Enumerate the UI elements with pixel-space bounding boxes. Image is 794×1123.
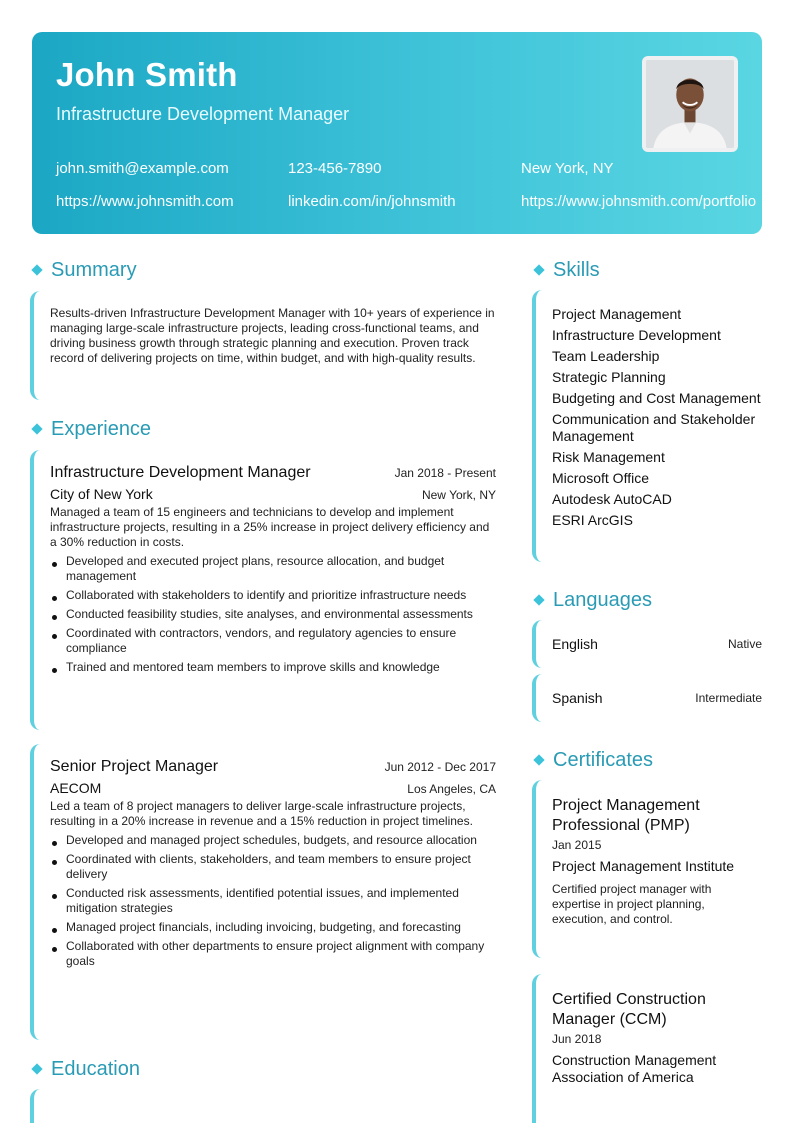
- job-bullet: Conducted feasibility studies, site analyses, and environmental assessments: [50, 607, 496, 622]
- contact-email[interactable]: john.smith@example.com: [56, 160, 229, 177]
- job-bullets: [50, 833, 496, 969]
- certificate-name: Certified Construction Manager (CCM): [552, 991, 706, 1028]
- job-location: Los Angeles, CA: [407, 782, 496, 796]
- skills-heading: [532, 256, 762, 284]
- contact-phone[interactable]: 123-456-7890: [288, 160, 382, 177]
- profile-photo-image: [646, 60, 734, 148]
- certificates-heading: [532, 746, 762, 774]
- certificate-issuer: Project Management Institute: [552, 858, 735, 874]
- skill-item: Strategic Planning: [552, 369, 666, 385]
- experience-item: [30, 450, 496, 730]
- skill-item: Autodesk AutoCAD: [552, 491, 672, 507]
- job-title: Senior Project Manager: [50, 758, 219, 775]
- experience-subheader: [50, 486, 496, 502]
- skill-item: Infrastructure Development: [552, 327, 721, 343]
- contact-linkedin[interactable]: linkedin.com/in/johnsmith: [288, 193, 456, 210]
- job-dates: Jun 2012 - Dec 2017: [384, 760, 496, 774]
- skill-item: ESRI ArcGIS: [552, 512, 633, 528]
- certificate-name: Project Management Professional (PMP): [552, 797, 700, 834]
- skill-item: Communication and Stakeholder Management: [552, 411, 756, 444]
- job-bullet: Collaborated with other departments to ensure project alignment with company goals: [50, 939, 496, 969]
- skill-item: Microsoft Office: [552, 470, 649, 486]
- certificate-date: Jun 2018: [552, 1032, 602, 1046]
- company-name: City of New York: [50, 486, 153, 502]
- skills-heading-text: Skills: [553, 258, 600, 281]
- job-bullet: Coordinated with contractors, vendors, and regulatory agencies to ensure compliance: [50, 626, 496, 656]
- skill-item: Risk Management: [552, 449, 665, 465]
- skill-item: Budgeting and Cost Management: [552, 390, 761, 406]
- language-name: English: [552, 636, 598, 652]
- languages-heading: [532, 586, 762, 614]
- job-bullet: Coordinated with clients, stakeholders, and team members to ensure project delivery: [50, 852, 496, 882]
- certificate-item: [532, 974, 762, 1123]
- certificate-item: [532, 780, 762, 958]
- job-dates: Jan 2018 - Present: [394, 466, 496, 480]
- language-item: [532, 674, 762, 722]
- summary-block: [30, 291, 496, 400]
- experience-heading: [30, 415, 496, 443]
- skill-item: Team Leadership: [552, 348, 660, 364]
- certificate-date: Jan 2015: [552, 838, 602, 852]
- job-description: Led a team of 8 project managers to deliver large-scale infrastructure projects, resulting in a 20% increase in revenue and a 15% reduction in project timelines.: [50, 799, 473, 828]
- right-column: [532, 256, 762, 1123]
- job-location: New York, NY: [421, 488, 496, 502]
- language-level: Intermediate: [695, 691, 762, 705]
- job-bullet: Managed project financials, including invoicing, budgeting, and forecasting: [50, 920, 496, 935]
- experience-item: [30, 744, 496, 1040]
- skills-block: [532, 290, 762, 562]
- contact-location: New York, NY: [521, 160, 614, 177]
- summary-text: Results-driven Infrastructure Development Manager with 10+ years of experience in managing large-scale infrastructure projects, leading cross-functional teams, and driving business growth through strategic planning and execution. Proven track record of delivering projects on time, within budget, and with high-quality results.: [50, 306, 495, 365]
- contact-portfolio[interactable]: https://www.johnsmith.com/portfolio: [521, 193, 757, 210]
- education-heading: [30, 1055, 496, 1083]
- language-level: Native: [727, 637, 762, 651]
- job-bullet: Developed and executed project plans, resource allocation, and budget management: [50, 554, 496, 584]
- summary-heading-text: Summary: [51, 258, 137, 281]
- language-item: [532, 620, 762, 668]
- contact-website[interactable]: https://www.johnsmith.com: [56, 193, 234, 210]
- language-name: Spanish: [552, 690, 603, 706]
- job-bullet: Trained and mentored team members to improve skills and knowledge: [50, 660, 496, 675]
- experience-header: [50, 758, 496, 776]
- candidate-name: John Smith: [56, 56, 238, 93]
- left-column: [30, 256, 496, 1123]
- diamond-bullet-icon: [31, 423, 42, 434]
- certificate-description: Certified project manager with expertise in project planning, execution, and control.: [552, 882, 712, 926]
- diamond-bullet-icon: [533, 594, 544, 605]
- diamond-bullet-icon: [31, 1063, 42, 1074]
- experience-header: [50, 464, 496, 482]
- diamond-bullet-icon: [31, 264, 42, 275]
- job-bullets: [50, 554, 496, 675]
- education-heading-text: Education: [51, 1057, 140, 1080]
- job-bullet: Conducted risk assessments, identified potential issues, and implemented mitigation strategies: [50, 886, 496, 916]
- candidate-title: Infrastructure Development Manager: [56, 104, 350, 124]
- skill-item: Project Management: [552, 306, 682, 322]
- certificates-heading-text: Certificates: [553, 748, 654, 771]
- job-bullet: Developed and managed project schedules, budgets, and resource allocation: [50, 833, 496, 848]
- certificate-issuer: Construction Management Association of America: [552, 1052, 717, 1085]
- experience-subheader: [50, 780, 496, 796]
- job-bullet: Collaborated with stakeholders to identify and prioritize infrastructure needs: [50, 588, 496, 603]
- summary-heading: [30, 256, 496, 284]
- job-description: Managed a team of 15 engineers and technicians to develop and implement infrastructure projects, resulting in a 25% increase in project delivery efficiency and a 30% reduction in costs.: [50, 505, 490, 549]
- diamond-bullet-icon: [533, 264, 544, 275]
- company-name: AECOM: [50, 780, 102, 796]
- experience-heading-text: Experience: [51, 417, 152, 440]
- education-block: [30, 1089, 496, 1123]
- profile-photo: [642, 56, 738, 152]
- resume-header: [32, 32, 762, 234]
- diamond-bullet-icon: [533, 754, 544, 765]
- job-title: Infrastructure Development Manager: [50, 464, 311, 481]
- languages-heading-text: Languages: [553, 588, 652, 611]
